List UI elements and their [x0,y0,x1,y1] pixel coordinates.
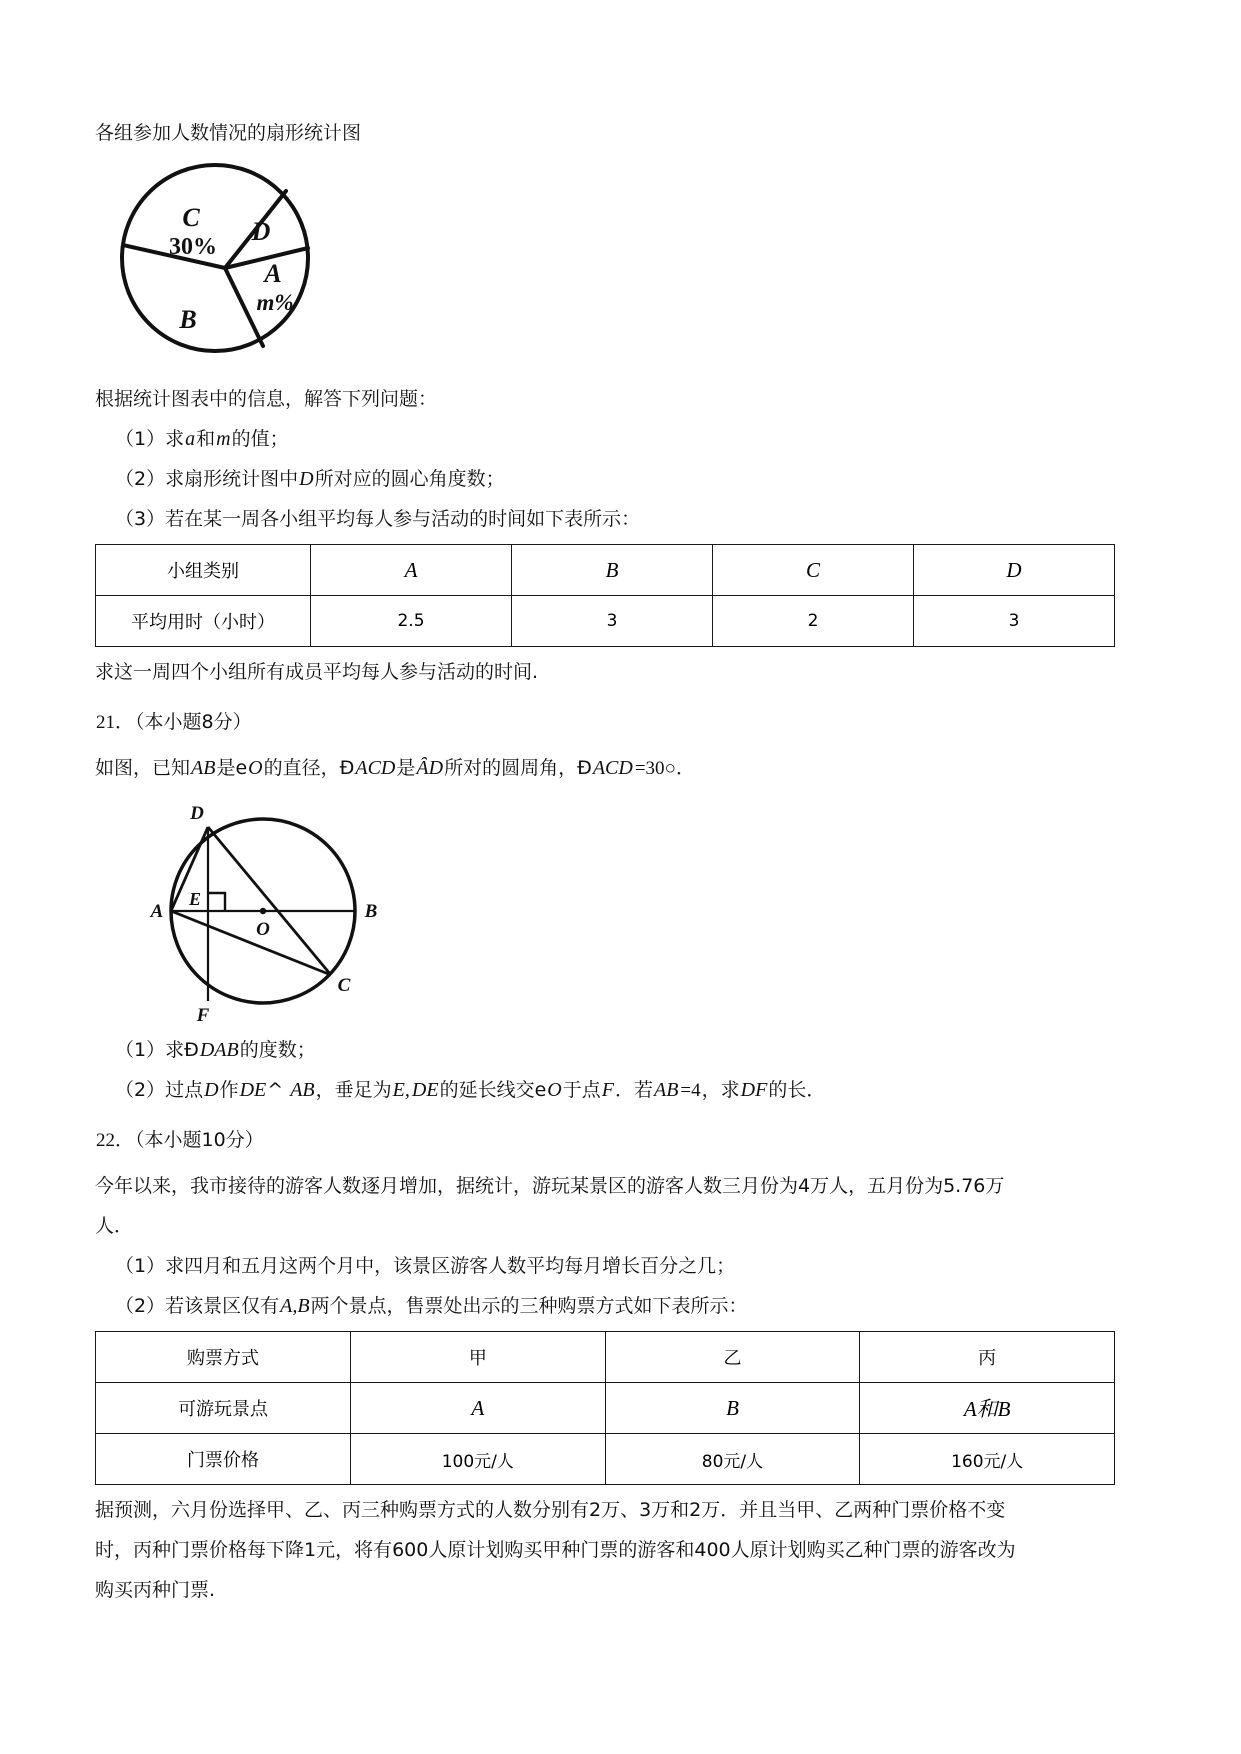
q22-stem-line1: 今年以来，我市接待的游客人数逐月增加，据统计，游玩某景区的游客人数三月份为4万人，五月份为5.76万 [95,1175,1005,1197]
q22-score: （本小题10分） [135,1129,264,1151]
q21-item-2-text-c: ，垂足为 [315,1079,392,1101]
pie-chart-title: 各组参加人数情况的扇形统计图 [95,122,362,144]
q20-item-2-text-a: 求扇形统计图中 [165,468,299,490]
t2-r1-c0 [351,1383,606,1434]
t1-r0-c2 [713,545,914,596]
q22-item-2-text-a: 若该景区仅有 [165,1295,280,1317]
q21-number: 21． [96,712,135,733]
q20-item-1 [95,424,1150,451]
t2-r0-label: 购票方式 [96,1332,351,1383]
q22-item-1 [95,1251,1150,1278]
q21-item-2 [95,1075,1150,1102]
arc-ad-icon: ȂD [416,757,444,779]
q21-item-2-text-g: ，求 [701,1079,740,1101]
q20-item-1-text-a: 求 [165,428,185,450]
q21-item-2-v9: DF [740,1079,768,1101]
q21-item-2-v2: DE [239,1079,267,1101]
q21-item-2-text-b: 作 [219,1079,239,1101]
t1-r0-c2-text: C [805,557,820,582]
q21-item-2-v4: E, [392,1079,410,1101]
table-row [96,596,1115,647]
t1-r0-c3 [914,545,1115,596]
q21-item-2-v5: DE [411,1079,439,1101]
q22-number: 22． [96,1130,135,1151]
page-content [95,118,1150,1615]
t2-r2-c0: 100元/人 [351,1434,606,1485]
t2-r1-c0-text: A [471,1395,485,1420]
q22-item-2-num: （2） [115,1295,166,1317]
q21-stem-acd-2: ACD [592,757,633,779]
t1-r0-c1-text: B [605,557,619,582]
t2-r1-c2-text: A和B [963,1397,1011,1421]
t1-r0-c1 [512,545,713,596]
angle-icon-3: Ð [184,1039,199,1061]
table-average-time [95,544,1115,647]
q22-item-2-text-b: 两个景点，售票处出示的三种购票方式如下表所示： [310,1295,748,1317]
q22-closing-line3: 购买丙种门票. [95,1579,216,1601]
circle-o-icon-2: e [534,1079,547,1101]
pie-label-C: C [182,203,200,232]
q20-item-2-text-b: 所对应的圆心角度数； [314,468,505,490]
t1-r1-c3: 3 [914,596,1115,647]
q21-item-1-var: DAB [199,1039,239,1061]
q22-header [95,1125,1150,1152]
q21-stem-3: 的直径， [263,757,340,779]
t2-r1-c1 [605,1383,860,1434]
q20-item-3-num: （3） [115,508,166,530]
pie-label-D: D [251,217,271,246]
q20-item-3 [95,504,1150,531]
label-B: B [364,901,378,922]
pie-chart-svg [103,158,363,358]
q21-item-2-eq: =4 [680,1080,701,1101]
t2-r2-label: 门票价格 [96,1434,351,1485]
t2-r2-c1: 80元/人 [605,1434,860,1485]
t1-r1-label: 平均用时（小时） [96,596,311,647]
q20-item-2 [95,464,1150,491]
q20-item-3-text-a: 若在某一周各小组平均每人参与活动的时间如下表所示： [165,508,641,530]
t2-r1-c1-text: B [726,1395,739,1420]
q21-item-2-text-f: ．若 [614,1079,653,1101]
q22-item-1-text-a: 求四月和五月这两个月中，该景区游客人数平均每月增长百分之几； [165,1255,736,1277]
q20-intro-line: 根据统计图表中的信息，解答下列问题： [95,388,438,410]
q20-item-1-num: （1） [115,428,166,450]
t2-r1-c2 [860,1383,1115,1434]
t1-r0-c3-text: D [1006,557,1022,582]
label-F: F [196,1005,210,1025]
q21-item-2-text-h: 的长． [768,1079,826,1101]
q20-item-1-text-b: 和 [196,428,216,450]
q22-stem-line2: 人． [95,1215,134,1237]
pie-label-A: A [264,259,282,288]
point-O-dot [260,908,266,914]
label-D: D [190,803,204,824]
t2-r2-c2: 160元/人 [860,1434,1115,1485]
q22-item-2-vars: A,B [280,1295,310,1317]
t2-r0-c0: 甲 [351,1332,606,1383]
t2-r0-c1: 乙 [605,1332,860,1383]
table-row [96,1434,1115,1485]
pie-label-B: B [179,305,197,334]
circle-o-icon: e [235,757,248,779]
q21-stem-1: 如图，已知 [95,757,191,779]
q21-item-2-v3: AB [290,1079,315,1101]
q21-item-1-text-a: 求 [165,1039,185,1061]
label-A: A [150,901,164,922]
q21-stem-4: 是 [396,757,416,779]
table-row [96,1332,1115,1383]
t1-r0-c0-text: A [404,557,418,582]
q21-item-2-num: （2） [115,1079,166,1101]
q21-stem-2: 是 [216,757,236,779]
q21-stem-acd-1: ACD [355,757,396,779]
circle-geometry-svg [113,793,413,1025]
q21-stem [95,753,1150,780]
pie-value-C: 30% [169,234,217,260]
pie-value-A: m% [256,290,294,315]
q21-item-2-text-a: 过点 [165,1079,204,1101]
t1-r0-c0 [311,545,512,596]
q22-item-1-num: （1） [115,1255,166,1277]
q21-item-2-v7: F [601,1079,614,1101]
t1-r0-label: 小组类别 [96,545,311,596]
q21-item-1-num: （1） [115,1039,166,1061]
q20-closing: 求这一周四个小组所有成员平均每人参与活动的时间. [95,661,539,683]
t2-r1-label: 可游玩景点 [96,1383,351,1434]
q21-stem-ab: AB [191,757,216,779]
q20-item-1-text-c: 的值； [231,428,289,450]
table-row [96,1383,1115,1434]
q21-item-1 [95,1035,1150,1062]
label-C: C [337,975,351,996]
q21-item-2-v1: D [204,1079,219,1101]
t1-r1-c0: 2.5 [311,596,512,647]
q20-item-1-var-a: a [185,428,196,450]
label-E: E [188,889,202,909]
circle-geometry-diagram [113,793,413,1023]
q21-item-2-v8: AB [653,1079,679,1101]
pie-chart [103,158,363,358]
q21-item-2-text-e: 于点 [562,1079,601,1101]
table-row [96,545,1115,596]
label-O: O [256,919,270,940]
t2-r0-c2: 丙 [860,1332,1115,1383]
q21-item-2-v6: O [547,1079,562,1101]
angle-icon-2: Ð [577,757,592,779]
t1-r1-c1: 3 [512,596,713,647]
table-ticket-options [95,1331,1115,1485]
q21-header [95,707,1150,734]
q20-item-2-var-d: D [299,468,314,490]
q20-item-2-num: （2） [115,468,166,490]
q21-stem-5: 所对的圆周角， [444,757,578,779]
q21-score: （本小题8分） [135,711,252,733]
q21-stem-6: =30○． [634,758,696,779]
q21-item-2-text-d: 的延长线交 [439,1079,535,1101]
t1-r1-c2: 2 [713,596,914,647]
q20-item-1-var-m: m [216,428,231,450]
q22-item-2 [95,1291,1150,1318]
q22-closing-line1: 据预测，六月份选择甲、乙、丙三种购票方式的人数分别有2万、3万和2万．并且当甲、乙两种门票价格不变 [95,1499,1006,1521]
q22-closing-line2: 时，丙种门票价格每下降1元，将有600人原计划购买甲种门票的游客和400人原计划购买乙种门票的游客改为 [95,1539,1016,1561]
perpendicular-icon: ^ [267,1079,284,1101]
q21-item-1-text-b: 的度数； [239,1039,316,1061]
angle-icon-1: Ð [339,757,355,779]
q21-stem-o: O [248,757,263,779]
